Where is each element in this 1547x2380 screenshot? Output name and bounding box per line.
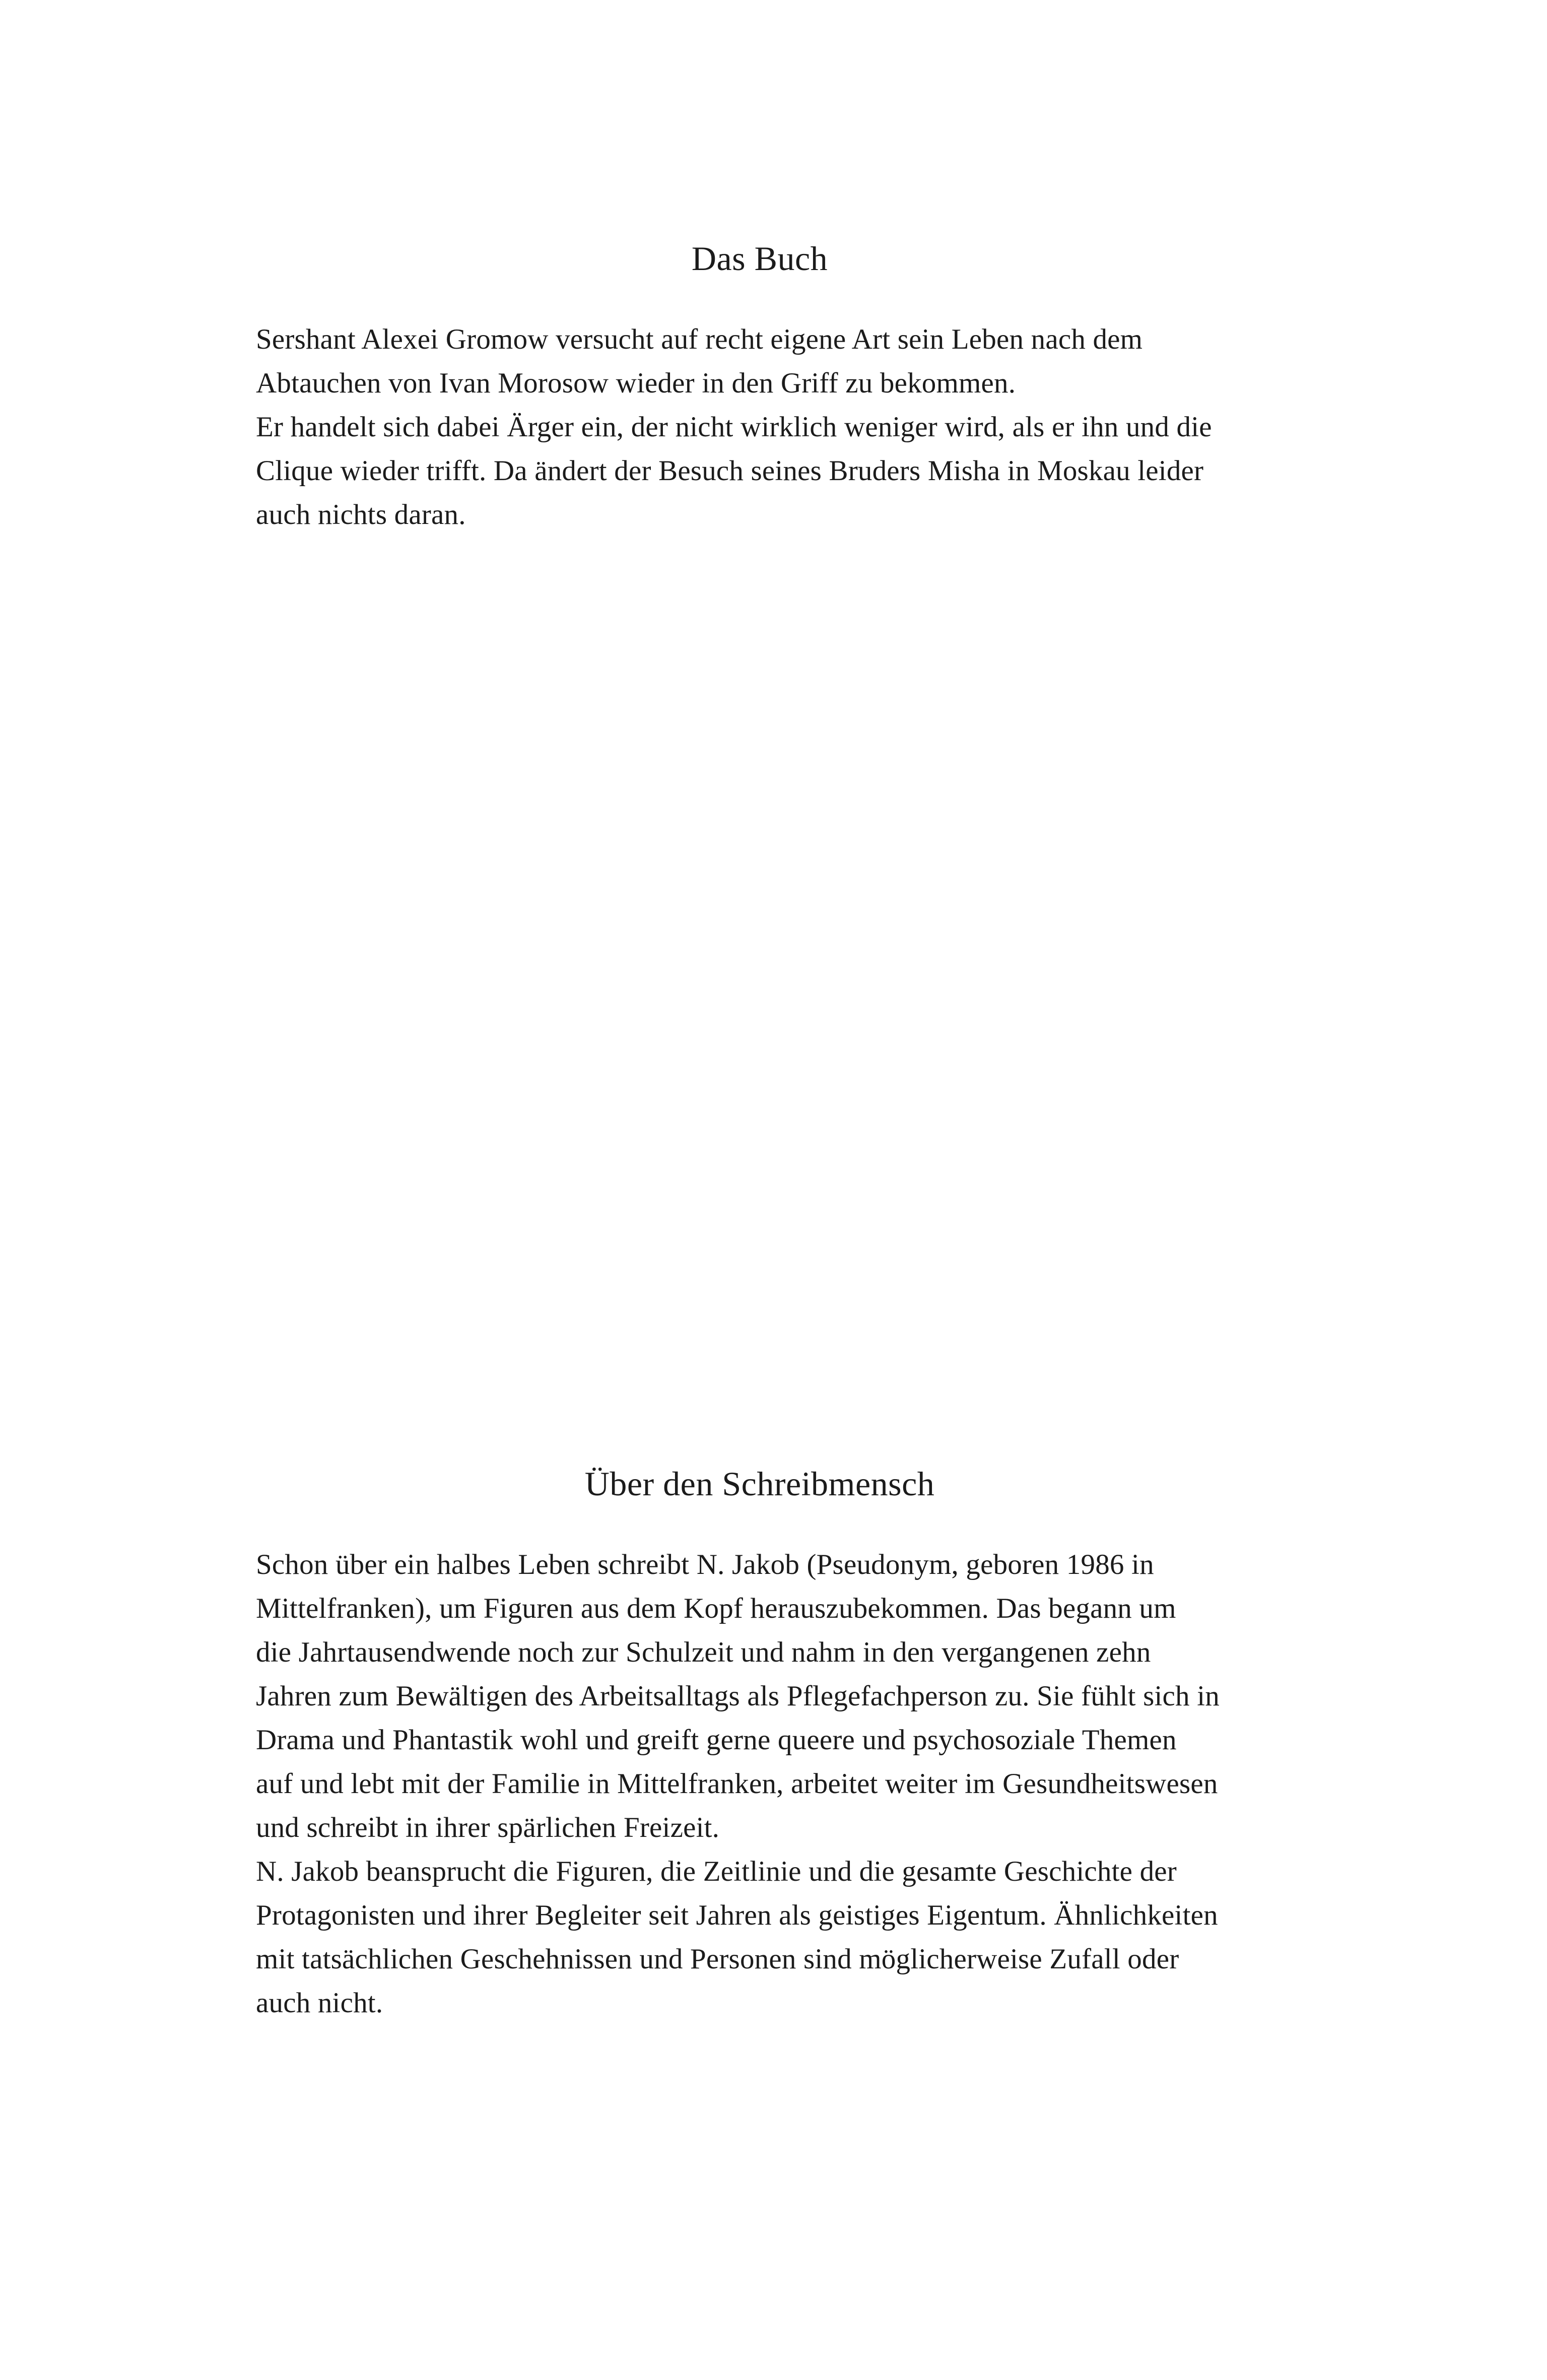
author-line: Drama und Phantastik wohl und greift gerne queere und psychosoziale Themen — [256, 1724, 1177, 1756]
book-description — [256, 317, 1263, 537]
author-line: die Jahrtausendwende noch zur Schulzeit und nahm in den vergangenen zehn — [256, 1636, 1151, 1668]
book-line: Er handelt sich dabei Ärger ein, der nicht wirklich weniger wird, als er ihn und die — [256, 411, 1212, 443]
author-line: Schon über ein halbes Leben schreibt N. Jakob (Pseudonym, geboren 1986 in — [256, 1549, 1154, 1580]
author-line: auf und lebt mit der Familie in Mittelfranken, arbeitet weiter im Gesundheitswesen — [256, 1768, 1218, 1800]
author-line: Mittelfranken), um Figuren aus dem Kopf herauszubekommen. Das begann um — [256, 1593, 1176, 1624]
author-section — [256, 1461, 1263, 2025]
author-heading: Über den Schreibmensch — [584, 1465, 935, 1503]
book-line: Sershant Alexei Gromow versucht auf recht eigene Art sein Leben nach dem — [256, 323, 1143, 355]
author-line: mit tatsächlichen Geschehnissen und Personen sind möglicherweise Zufall oder — [256, 1943, 1179, 1975]
book-heading: Das Buch — [691, 239, 828, 278]
author-line: N. Jakob beansprucht die Figuren, die Zeitlinie und die gesamte Geschichte der — [256, 1856, 1177, 1887]
author-line: Protagonisten und ihrer Begleiter seit Jahren als geistiges Eigentum. Ähnlichkeiten — [256, 1899, 1218, 1931]
book-section — [256, 236, 1263, 537]
author-line: auch nicht. — [256, 1987, 383, 2019]
author-bio — [256, 1543, 1263, 2025]
book-line: Abtauchen von Ivan Morosow wieder in den Griff zu bekommen. — [256, 367, 1016, 399]
book-line: Clique wieder trifft. Da ändert der Besuch seines Bruders Misha in Moskau leider — [256, 455, 1204, 487]
book-line: auch nichts daran. — [256, 499, 466, 531]
author-line: Jahren zum Bewältigen des Arbeitsalltags als Pflegefachperson zu. Sie fühlt sich in — [256, 1680, 1220, 1712]
author-line: und schreibt in ihrer spärlichen Freizeit. — [256, 1812, 720, 1843]
